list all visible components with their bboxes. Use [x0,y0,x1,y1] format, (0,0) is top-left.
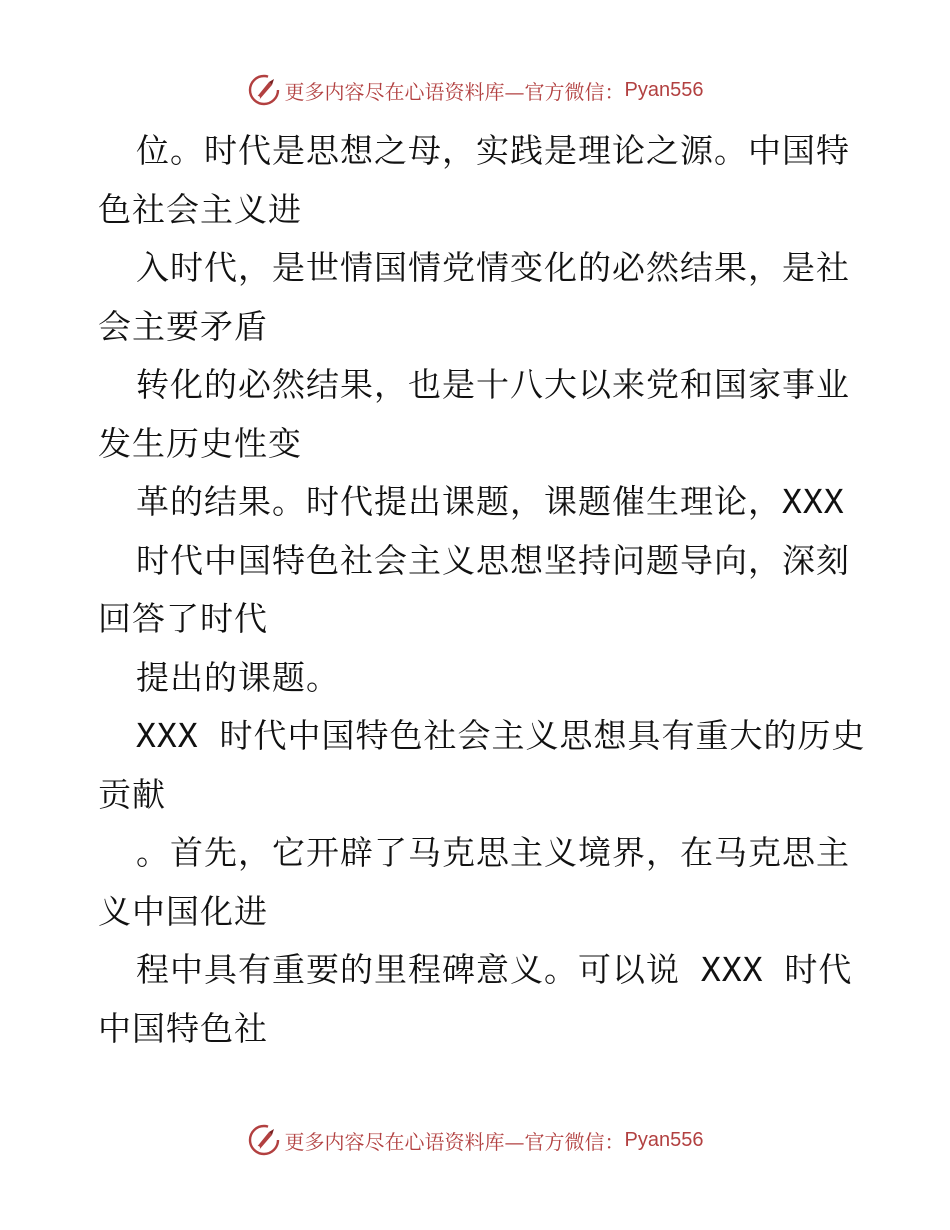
footer-banner-text: 更多内容尽在心语资料库— [284,1129,525,1154]
text-line: 位。时代是思想之母，实践是理论之源。中国特 [136,131,850,170]
footer-wechat-id: Pyan556 [624,1128,704,1151]
header-banner-text: 更多内容尽在心语资料库— [284,79,525,104]
text-line: 提出的课题。 [136,657,340,697]
header-banner [0,70,950,110]
text-line: 。首先，它开辟了马克思主义境界，在马克思主 [136,833,850,872]
text-line: 贡献 [98,774,166,814]
text-line: XXX 时代中国特色社会主义思想具有重大的历史 [136,716,866,755]
text-line: 入时代，是世情国情党情变化的必然结果，是社 [136,248,850,287]
document-body [98,122,866,1058]
text-line: 回答了时代 [98,599,268,638]
text-line: 革的结果。时代提出课题，课题催生理论，XXX [136,482,845,521]
header-wechat-label: 官方微信： [524,79,625,104]
text-line: 程中具有重要的里程碑意义。可以说 XXX 时代 [136,950,853,989]
text-lines [98,122,866,1058]
text-line: 会主要矛盾 [98,306,268,346]
quill-pen-circle-icon [247,1123,281,1157]
text-line: 义中国化进 [98,891,268,931]
text-line: 时代中国特色社会主义思想坚持问题导向，深刻 [136,540,850,580]
text-line: 发生历史性变 [98,423,302,463]
footer-wechat-label: 官方微信： [524,1129,625,1154]
footer-banner [0,1120,950,1160]
text-line: 转化的必然结果，也是十八大以来党和国家事业 [136,365,850,404]
text-line: 中国特色社 [98,1008,268,1048]
quill-pen-circle-icon [247,73,281,107]
text-line: 色社会主义进 [98,189,302,229]
header-wechat-id: Pyan556 [624,78,704,101]
